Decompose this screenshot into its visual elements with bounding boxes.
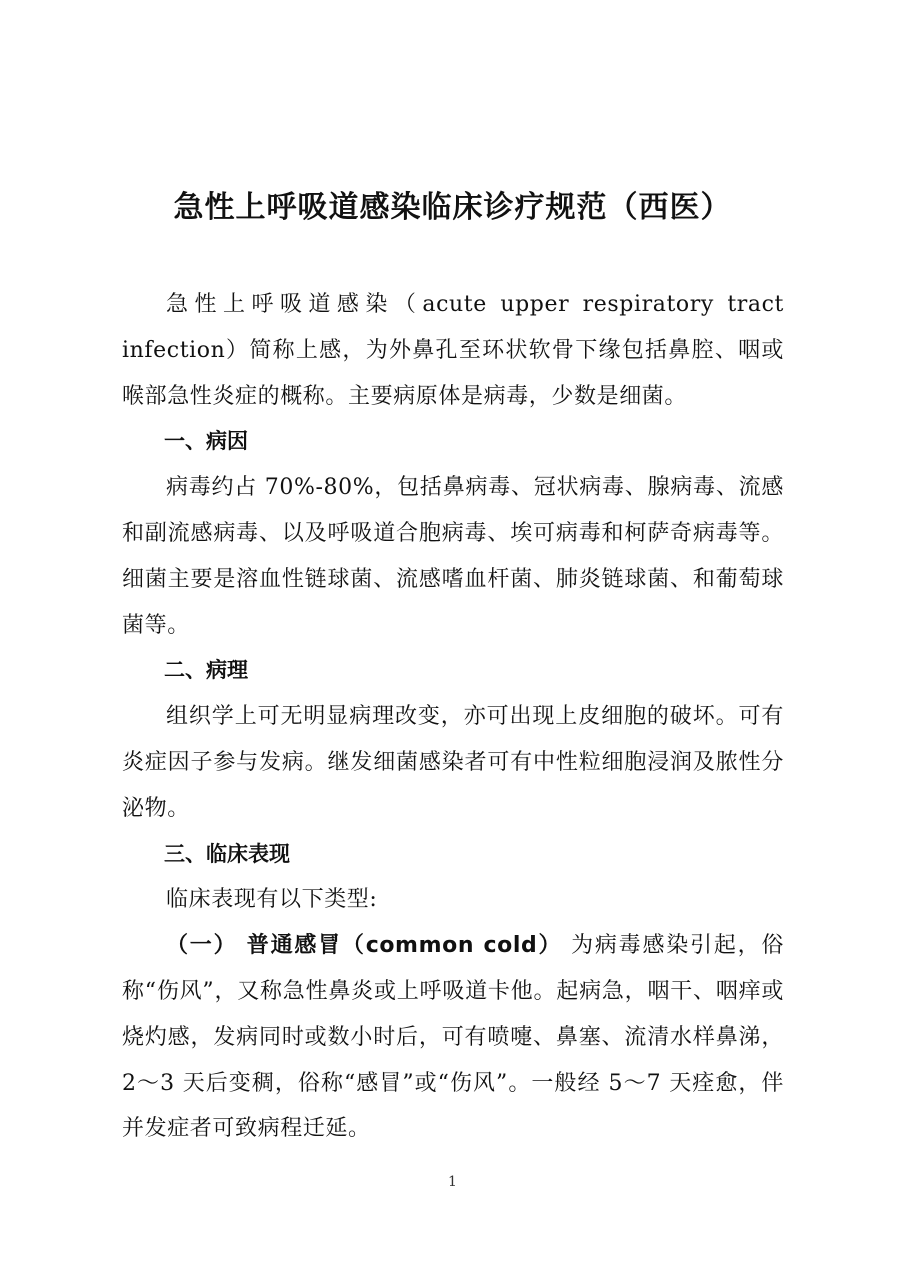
common-cold-label: （一） 普通感冒（common cold） [166, 933, 563, 959]
page-number: 1 [448, 1174, 457, 1190]
intro-paragraph: 急性上呼吸道感染（acute upper respiratory tract infection）简称上感，为外鼻孔至环状软骨下缘包括鼻腔、咽或喉部急性炎症的概称。主要病原体是病毒，少数是细菌。 [122, 292, 784, 409]
pathology-paragraph: 组织学上可无明显病理改变，亦可出现上皮细胞的破坏。可有炎症因子参与发病。继发细菌感染者可有中性粒细胞浸润及脓性分泌物。 [122, 704, 784, 821]
etiology-paragraph: 病毒约占 70%-80%，包括鼻病毒、冠状病毒、腺病毒、流感和副流感病毒、以及呼吸道合胞病毒、埃可病毒和柯萨奇病毒等。细菌主要是溶血性链球菌、流感嗜血杆菌、肺炎链球菌、和葡萄球菌等。 [122, 475, 784, 638]
clinical-intro-paragraph: 临床表现有以下类型: [166, 887, 378, 913]
section-heading-pathology: 二、病理 [164, 658, 248, 683]
common-cold-paragraph [122, 923, 784, 1152]
common-cold-text: 为病毒感染引起，俗称“伤风”，又称急性鼻炎或上呼吸道卡他。起病急，咽干、咽痒或烧灼感，发病同时或数小时后，可有喷嚏、鼻塞、流清水样鼻涕，2～3 天后变稠，俗称“感冒”或“伤风”。一般经 5～7 天痊愈，伴并发症者可致病程迁延。 [122, 933, 784, 1142]
section-heading-etiology: 一、病因 [164, 429, 248, 454]
document-body [122, 282, 784, 1152]
section-heading-clinical: 三、临床表现 [164, 841, 290, 866]
document-title: 急性上呼吸道感染临床诊疗规范（西医） [173, 190, 732, 225]
